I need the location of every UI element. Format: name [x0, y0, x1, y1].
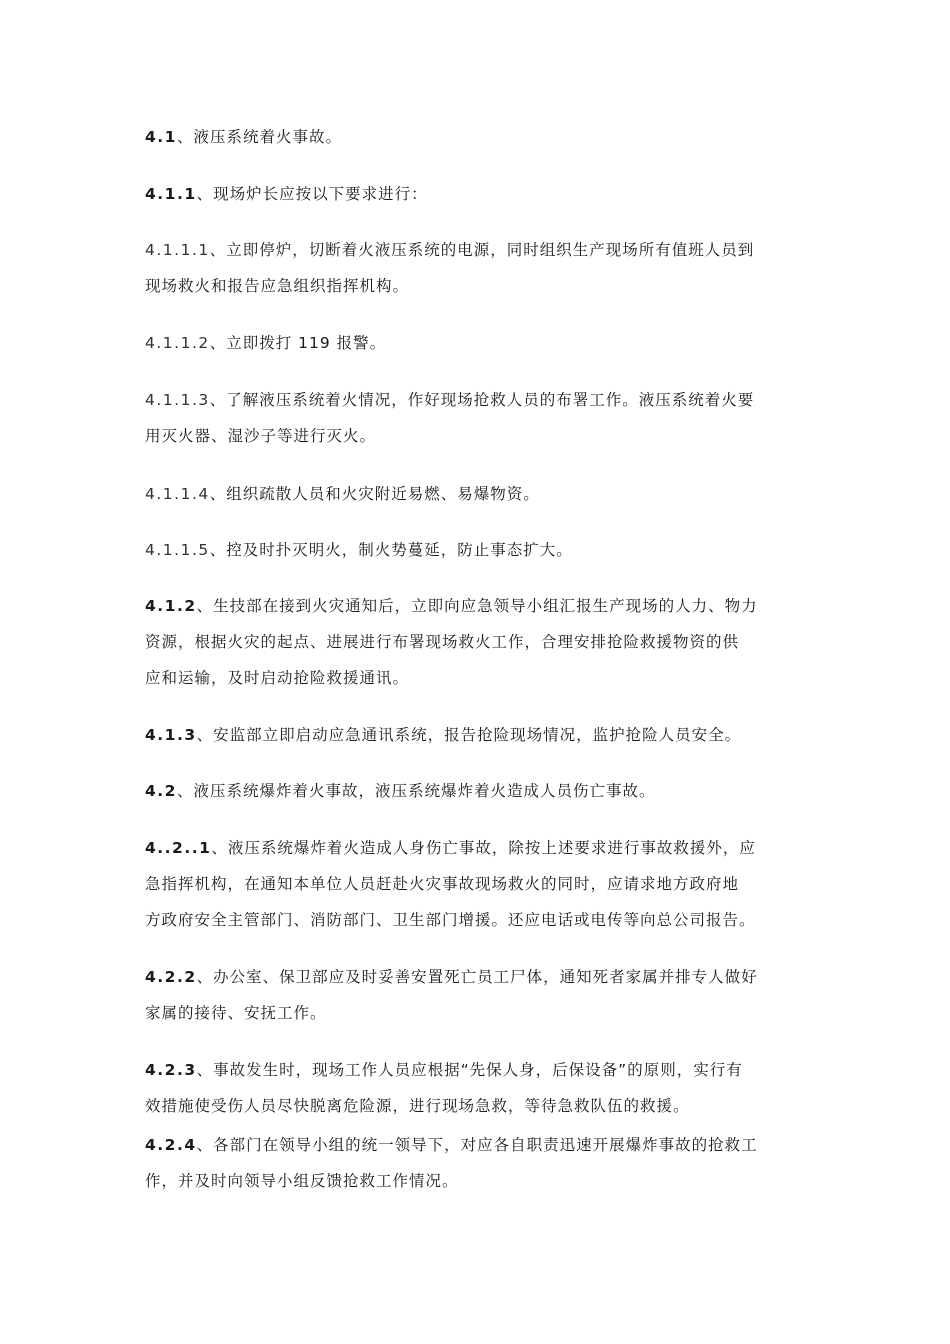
line: [145, 325, 805, 361]
line: [145, 382, 805, 418]
line: 方政府安全主管部门、消防部门、卫生部门增援。还应电话或电传等向总公司报告。: [145, 911, 756, 929]
paragraph-text: 、控及时扑灭明火，制火势蔓延，防止事态扩大。: [209, 541, 573, 559]
section-number: 4.2.4: [145, 1136, 197, 1154]
line: 应和运输，及时启动抢险救援通讯。: [145, 669, 410, 687]
paragraph-4-1-1-2: [145, 325, 805, 361]
paragraph-4-1-1: [145, 176, 805, 212]
paragraph-text: 、现场炉长应按以下要求进行：: [196, 185, 428, 203]
section-number: 4.2.3: [145, 1061, 197, 1079]
line: 作，并及时向领导小组反馈抢救工作情况。: [145, 1172, 459, 1190]
line: [145, 176, 805, 212]
line: [145, 773, 805, 809]
section-number: 4.2.2: [145, 968, 197, 986]
line: [145, 1127, 805, 1163]
paragraph-text: 、生技部在接到火灾通知后，立即向应急领导小组汇报生产现场的人力、物力: [196, 597, 758, 615]
line: 资源，根据火灾的起点、进展进行布署现场救火工作，合理安排抢险救援物资的供: [145, 633, 740, 651]
paragraph-4-2-4: [145, 1127, 805, 1199]
paragraph-text: 、立即拨打 119 报警。: [209, 334, 387, 352]
line: 急指挥机构，在通知本单位人员赶赴火灾事故现场救火的同时，应请求地方政府地: [145, 875, 740, 893]
paragraph-text: 、各部门在领导小组的统一领导下，对应各自职责迅速开展爆炸事故的抢救工: [196, 1136, 758, 1154]
paragraph-4-1-1-1: [145, 232, 805, 304]
section-number: 4.1.3: [145, 726, 197, 744]
section-number: 4.1.1.1: [145, 241, 210, 259]
section-number: 4.1.1.4: [145, 485, 210, 503]
line: [145, 588, 805, 624]
line: [145, 476, 805, 512]
line: [145, 717, 805, 753]
section-number: 4.1.1.3: [145, 391, 210, 409]
section-number: 4.2: [145, 782, 177, 800]
paragraph-text: 、液压系统着火事故。: [176, 128, 342, 146]
line: 家属的接待、安抚工作。: [145, 1004, 327, 1022]
section-number: 4.1.2: [145, 597, 197, 615]
paragraph-4-1-1-4: [145, 476, 805, 512]
line: [145, 959, 805, 995]
paragraph-4-1-1-3: [145, 382, 805, 454]
paragraph-text: 、事故发生时，现场工作人员应根据“先保人身，后保设备”的原则，实行有: [196, 1061, 743, 1079]
line: 用灭火器、湿沙子等进行灭火。: [145, 427, 377, 445]
paragraph-4-1-3: [145, 717, 805, 753]
line: 现场救火和报告应急组织指挥机构。: [145, 277, 410, 295]
section-number: 4.1.1: [145, 185, 197, 203]
paragraph-text: 、液压系统爆炸着火造成人身伤亡事故，除按上述要求进行事故救援外，应: [211, 839, 756, 857]
paragraph-4-2: [145, 773, 805, 809]
paragraph-4-2-3: [145, 1052, 805, 1124]
paragraph-text: 、组织疏散人员和火灾附近易燃、易爆物资。: [209, 485, 540, 503]
line: [145, 232, 805, 268]
paragraph-4-1-1-5: [145, 532, 805, 568]
section-number: 4.1: [145, 128, 177, 146]
paragraph-4-1-2: [145, 588, 805, 696]
line: [145, 532, 805, 568]
section-number: 4.1.1.2: [145, 334, 210, 352]
line: [145, 119, 805, 155]
line: [145, 830, 805, 866]
section-number: 4..2..1: [145, 839, 212, 857]
paragraph-text: 、液压系统爆炸着火事故，液压系统爆炸着火造成人员伤亡事故。: [176, 782, 656, 800]
paragraph-4-1: [145, 119, 805, 155]
paragraph-4-2-2: [145, 959, 805, 1031]
paragraph-text: 、立即停炉，切断着火液压系统的电源，同时组织生产现场所有值班人员到: [209, 241, 755, 259]
line: 效措施使受伤人员尽快脱离危险源，进行现场急救，等待急救队伍的救援。: [145, 1097, 690, 1115]
section-number: 4.1.1.5: [145, 541, 210, 559]
paragraph-text: 、了解液压系统着火情况，作好现场抢救人员的布署工作。液压系统着火要: [209, 391, 755, 409]
line: [145, 1052, 805, 1088]
paragraph-text: 、办公室、保卫部应及时妥善安置死亡员工尸体，通知死者家属并排专人做好: [196, 968, 758, 986]
paragraph-text: 、安监部立即启动应急通讯系统，报告抢险现场情况，监护抢险人员安全。: [196, 726, 742, 744]
paragraph-4-2-1: [145, 830, 805, 938]
